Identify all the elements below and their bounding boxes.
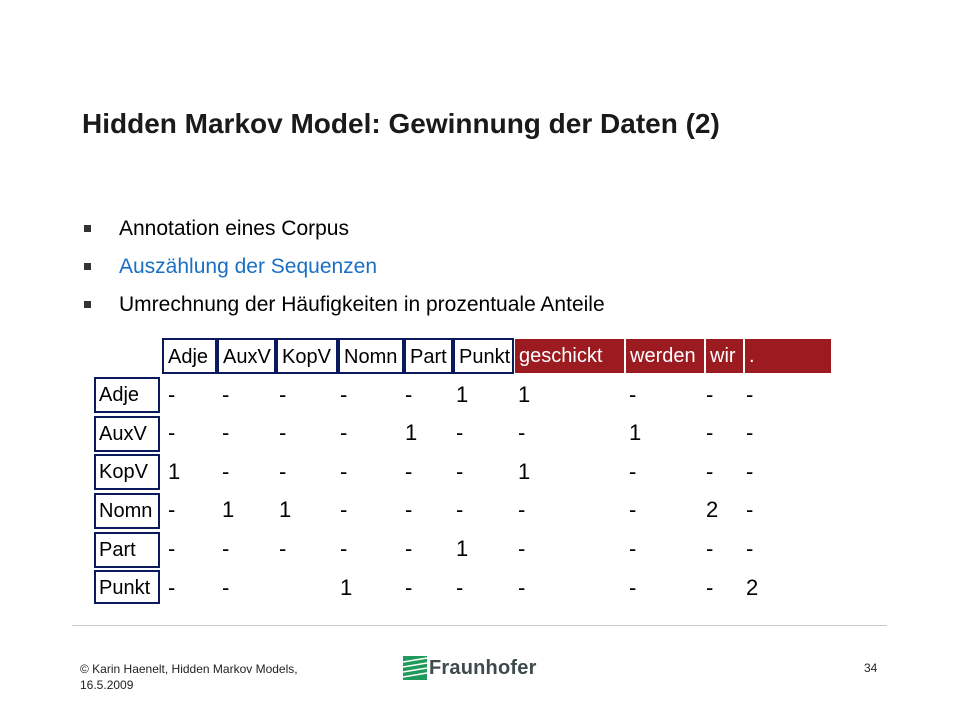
- table-cell: 1: [518, 382, 531, 407]
- table-cell: -: [168, 536, 176, 561]
- table-cell: -: [279, 420, 287, 445]
- table-cell: -: [340, 459, 348, 484]
- table-cell: -: [168, 575, 176, 600]
- table-cell: -: [629, 497, 637, 522]
- bullet-text: Annotation eines Corpus: [119, 217, 349, 240]
- table-cell: -: [706, 459, 714, 484]
- table-cell: -: [456, 575, 464, 600]
- table-cell: -: [405, 536, 413, 561]
- table-cell: 2: [706, 497, 719, 522]
- bullet-text: Auszählung der Sequenzen: [119, 255, 378, 278]
- column-header: KopV: [276, 338, 338, 374]
- square-bullet-icon: [84, 263, 91, 270]
- table-cell: -: [518, 536, 526, 561]
- table-cell: -: [340, 420, 348, 445]
- column-header: .: [744, 338, 832, 374]
- row-label: Part: [94, 532, 160, 568]
- row-label: AuxV: [94, 416, 160, 452]
- footer-copyright: © Karin Haenelt, Hidden Markov Models, 16.5.2009: [80, 662, 298, 692]
- table-cell: -: [340, 497, 348, 522]
- footer-divider: [72, 625, 887, 626]
- table-cell: -: [405, 382, 413, 407]
- slide-title: Hidden Markov Model: Gewinnung der Daten (2): [82, 108, 720, 139]
- table-cell: -: [405, 575, 413, 600]
- column-header: werden: [625, 338, 705, 374]
- table-cell: 1: [279, 497, 292, 522]
- table-cell: -: [746, 382, 754, 407]
- row-label: Punkt: [94, 570, 160, 604]
- column-header: AuxV: [217, 338, 276, 374]
- table-cell: -: [279, 459, 287, 484]
- table-cell: -: [629, 382, 637, 407]
- page-number: 34: [864, 661, 878, 675]
- table-cell: -: [222, 575, 230, 600]
- column-header: Punkt: [453, 338, 514, 374]
- fraunhofer-logo-icon: [403, 656, 427, 680]
- column-header: wir: [705, 338, 744, 374]
- table-cell: -: [629, 459, 637, 484]
- table-cell: -: [222, 420, 230, 445]
- column-header: Nomn: [338, 338, 404, 374]
- table-cell: -: [168, 497, 176, 522]
- table-cell: -: [518, 575, 526, 600]
- table-cell: 1: [340, 575, 353, 600]
- row-label: KopV: [94, 454, 160, 490]
- table-cell: -: [706, 420, 714, 445]
- square-bullet-icon: [84, 301, 91, 308]
- table-cell: 1: [456, 536, 469, 561]
- row-label: Nomn: [94, 493, 160, 529]
- table-cell: -: [518, 497, 526, 522]
- logo-text: Fraunhofer: [429, 657, 537, 679]
- column-header: Adje: [162, 338, 217, 374]
- table-cell: -: [706, 382, 714, 407]
- table-cell: -: [222, 536, 230, 561]
- table-cell: -: [456, 459, 464, 484]
- table-cell: -: [518, 420, 526, 445]
- table-cell: 1: [456, 382, 469, 407]
- column-header: geschickt: [514, 338, 625, 374]
- table-cell: 1: [222, 497, 235, 522]
- table-cell: -: [168, 420, 176, 445]
- table-cell: -: [456, 497, 464, 522]
- table-cell: -: [746, 497, 754, 522]
- table-cell: -: [706, 575, 714, 600]
- square-bullet-icon: [84, 225, 91, 232]
- table-cell: -: [706, 536, 714, 561]
- table-cell: -: [405, 497, 413, 522]
- table-cell: -: [168, 382, 176, 407]
- table-cell: -: [629, 536, 637, 561]
- table-cell: -: [629, 575, 637, 600]
- table-cell: 1: [168, 459, 181, 484]
- table-cell: -: [222, 382, 230, 407]
- table-cell: 1: [629, 420, 642, 445]
- table-cell: 1: [518, 459, 531, 484]
- fraunhofer-logo: [403, 656, 537, 680]
- table-cell: -: [456, 420, 464, 445]
- table-cell: -: [746, 536, 754, 561]
- table-cell: -: [340, 382, 348, 407]
- table-cell: 1: [405, 420, 418, 445]
- column-header: Part: [404, 338, 453, 374]
- table-cell: -: [405, 459, 413, 484]
- table-cell: -: [279, 536, 287, 561]
- table-cell: -: [746, 420, 754, 445]
- table-cell: -: [340, 536, 348, 561]
- table-cell: -: [222, 459, 230, 484]
- row-label: Adje: [94, 377, 160, 413]
- bullet-text: Umrechnung der Häufigkeiten in prozentuale Anteile: [119, 293, 605, 316]
- table-cell: 2: [746, 575, 759, 600]
- table-cell: -: [279, 382, 287, 407]
- table-cell: -: [746, 459, 754, 484]
